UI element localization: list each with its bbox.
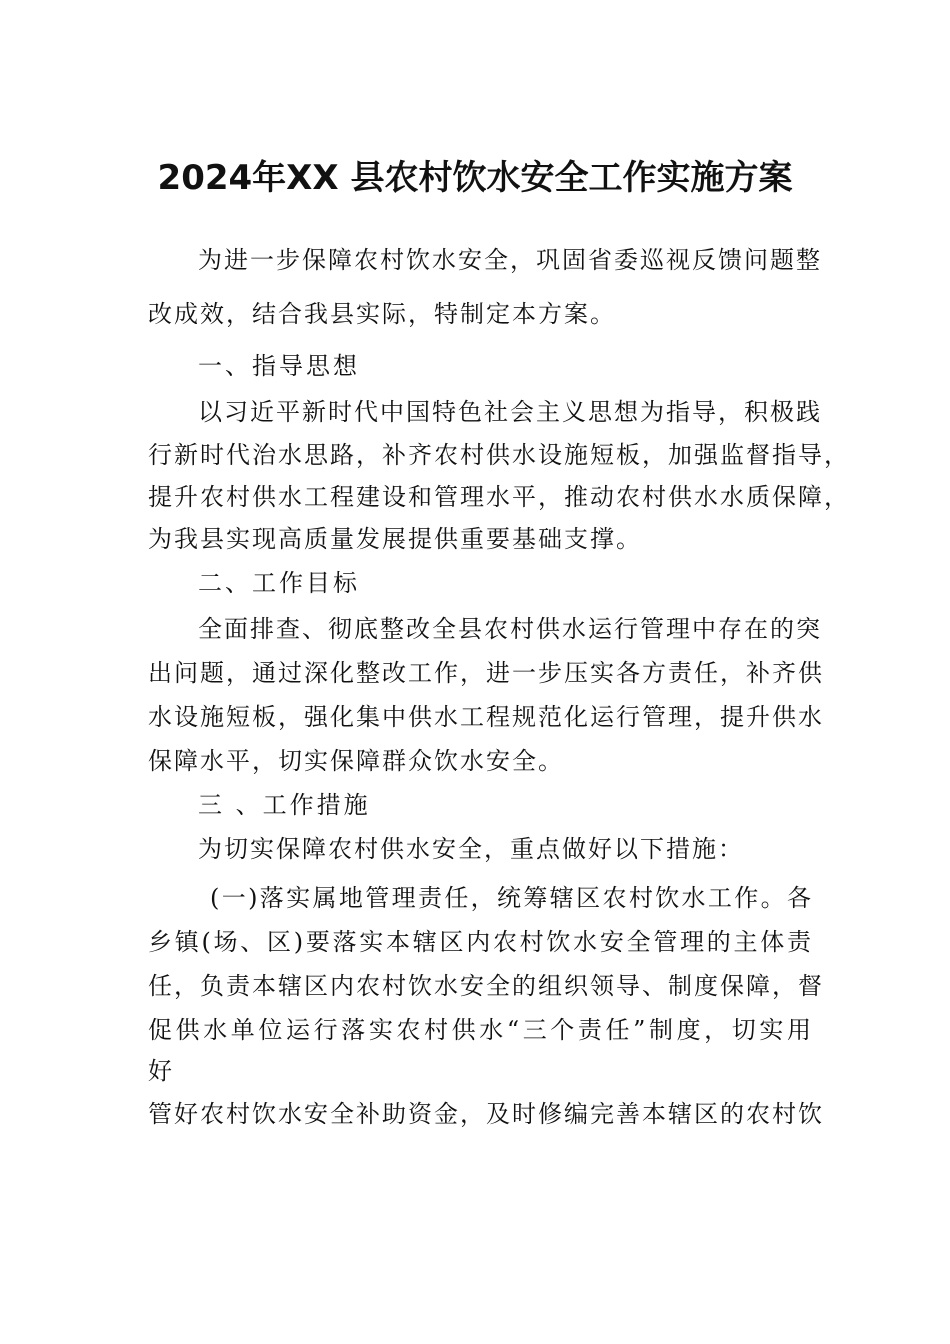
paragraph-line: 水设施短板，强化集中供水工程规范化运行管理，提升供水 — [148, 703, 824, 731]
paragraph-line: 全面排查、彻底整改全县农村供水运行管理中存在的突 — [198, 615, 822, 643]
section-heading: 一、指导思想 — [198, 352, 360, 380]
paragraph-line: 任，负责本辖区内农村饮水安全的组织领导、制度保障，督 — [148, 972, 824, 1000]
paragraph-line: 好 — [148, 1057, 174, 1085]
paragraph-line: 改成效，结合我县实际，特制定本方案。 — [148, 300, 616, 328]
section-heading: 二、工作目标 — [198, 569, 360, 597]
paragraph-line: 以习近平新时代中国特色社会主义思想为指导，积极践 — [198, 398, 822, 426]
paragraph-line: 乡镇(场、区)要落实本辖区内农村饮水安全管理的主体责 — [148, 928, 813, 956]
paragraph-line: (一)落实属地管理责任，统筹辖区农村饮水工作。各 — [210, 884, 813, 912]
paragraph-line: 保障水平，切实保障群众饮水安全。 — [148, 747, 564, 775]
paragraph-line: 为进一步保障农村饮水安全，巩固省委巡视反馈问题整 — [198, 246, 822, 274]
document-title: 2024年XX 县农村饮水安全工作实施方案 — [157, 158, 793, 198]
paragraph-line: 出问题，通过深化整改工作，进一步压实各方责任，补齐供 — [148, 659, 824, 687]
paragraph-line: 促供水单位运行落实农村供水“三个责任”制度，切实用 — [148, 1016, 813, 1044]
paragraph-line: 提升农村供水工程建设和管理水平，推动农村供水水质保障， — [148, 483, 850, 511]
section-heading: 三 、工作措施 — [198, 791, 371, 819]
paragraph-line: 行新时代治水思路，补齐农村供水设施短板，加强监督指导， — [148, 441, 850, 469]
paragraph-line: 为切实保障农村供水安全，重点做好以下措施： — [198, 835, 744, 863]
paragraph-line: 管好农村饮水安全补助资金，及时修编完善本辖区的农村饮 — [148, 1100, 824, 1128]
paragraph-line: 为我县实现高质量发展提供重要基础支撑。 — [148, 525, 642, 553]
